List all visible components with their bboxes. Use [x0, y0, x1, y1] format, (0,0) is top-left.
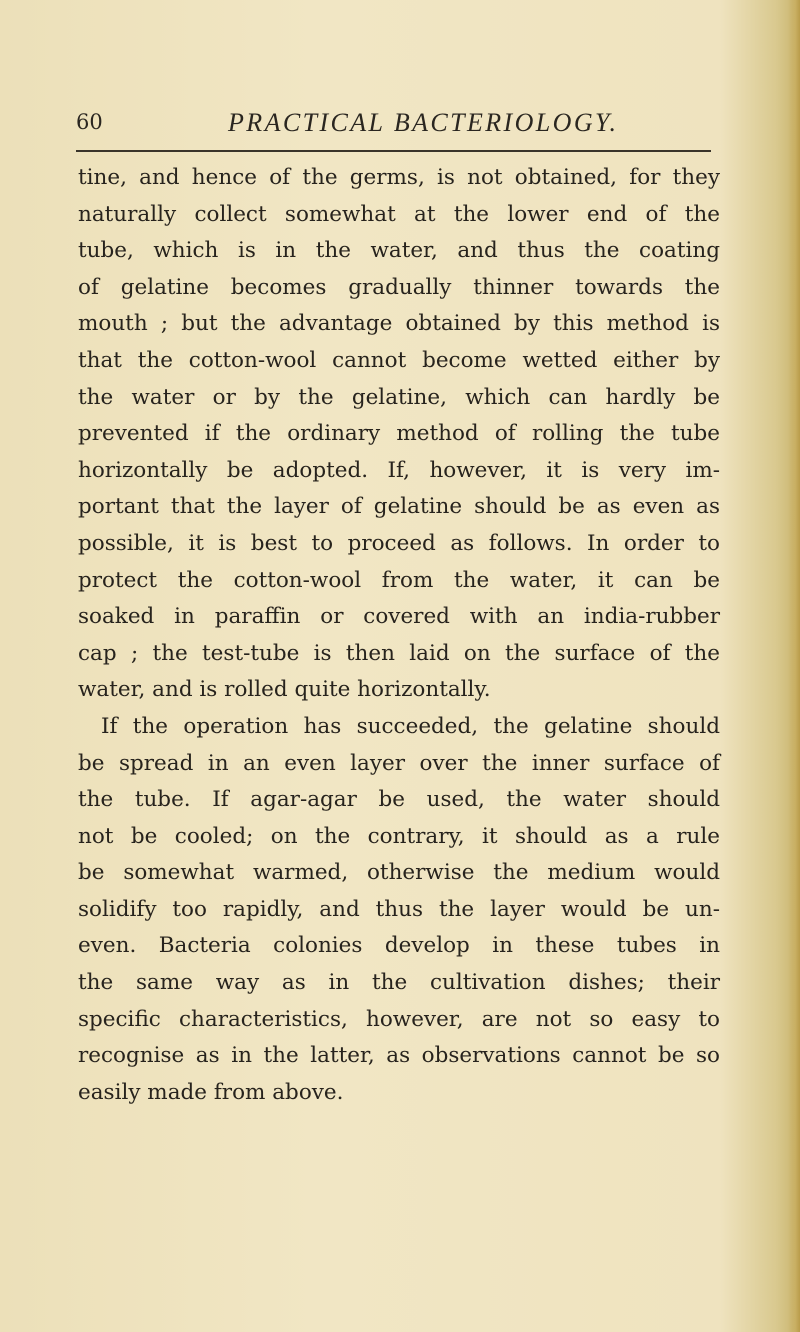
text-line: the tube. If agar-agar be used, the water should — [78, 787, 720, 813]
text-line: of gelatine becomes gradually thinner towards the — [78, 274, 720, 300]
text-line: protect the cotton-wool from the water, it can be — [78, 567, 720, 593]
text-line: the water or by the gelatine, which can hardly be — [78, 384, 720, 410]
text-line: naturally collect somewhat at the lower end of the — [78, 201, 720, 227]
text-line: tine, and hence of the germs, is not obtained, for they — [78, 165, 720, 190]
text-line: water, and is rolled quite horizontally. — [78, 677, 491, 703]
running-title: PRACTICAL BACTERIOLOGY. — [228, 108, 619, 137]
text-line: not be cooled; on the contrary, it should as a rule — [78, 823, 720, 849]
text-line: horizontally be adopted. If, however, it is very im- — [78, 457, 720, 483]
text-line: cap ; the test-tube is then laid on the surface of the — [78, 640, 720, 666]
text-line: even. Bacteria colonies develop in these tubes in — [78, 933, 720, 959]
text-line: possible, it is best to proceed as follows. In order to — [78, 530, 720, 556]
page-edge — [788, 0, 800, 1332]
page-header — [76, 100, 716, 140]
text-line: prevented if the ordinary method of rolling the tube — [78, 421, 720, 447]
header-rule — [76, 150, 711, 152]
text-line: recognise as in the latter, as observations cannot be so — [78, 1043, 720, 1069]
text-line: be somewhat warmed, otherwise the medium would — [78, 860, 720, 886]
text-line: be spread in an even layer over the inner surface of — [78, 750, 720, 776]
text-line: solidify too rapidly, and thus the layer would be un- — [78, 896, 720, 922]
text-line: tube, which is in the water, and thus the coating — [78, 238, 720, 264]
text-line: soaked in paraffin or covered with an india-rubber — [78, 604, 720, 630]
page-number: 60 — [76, 110, 103, 134]
text-line: portant that the layer of gelatine should be as even as — [78, 494, 720, 520]
text-line: If the operation has succeeded, the gelatine should — [101, 713, 720, 739]
text-line: mouth ; but the advantage obtained by this method is — [78, 311, 720, 337]
text-line: specific characteristics, however, are not so easy to — [78, 1006, 720, 1032]
body-text — [78, 160, 720, 1111]
text-line: that the cotton-wool cannot become wetted either by — [78, 347, 720, 373]
text-line: easily made from above. — [78, 1079, 344, 1105]
text-line: the same way as in the cultivation dishes; their — [78, 970, 720, 996]
